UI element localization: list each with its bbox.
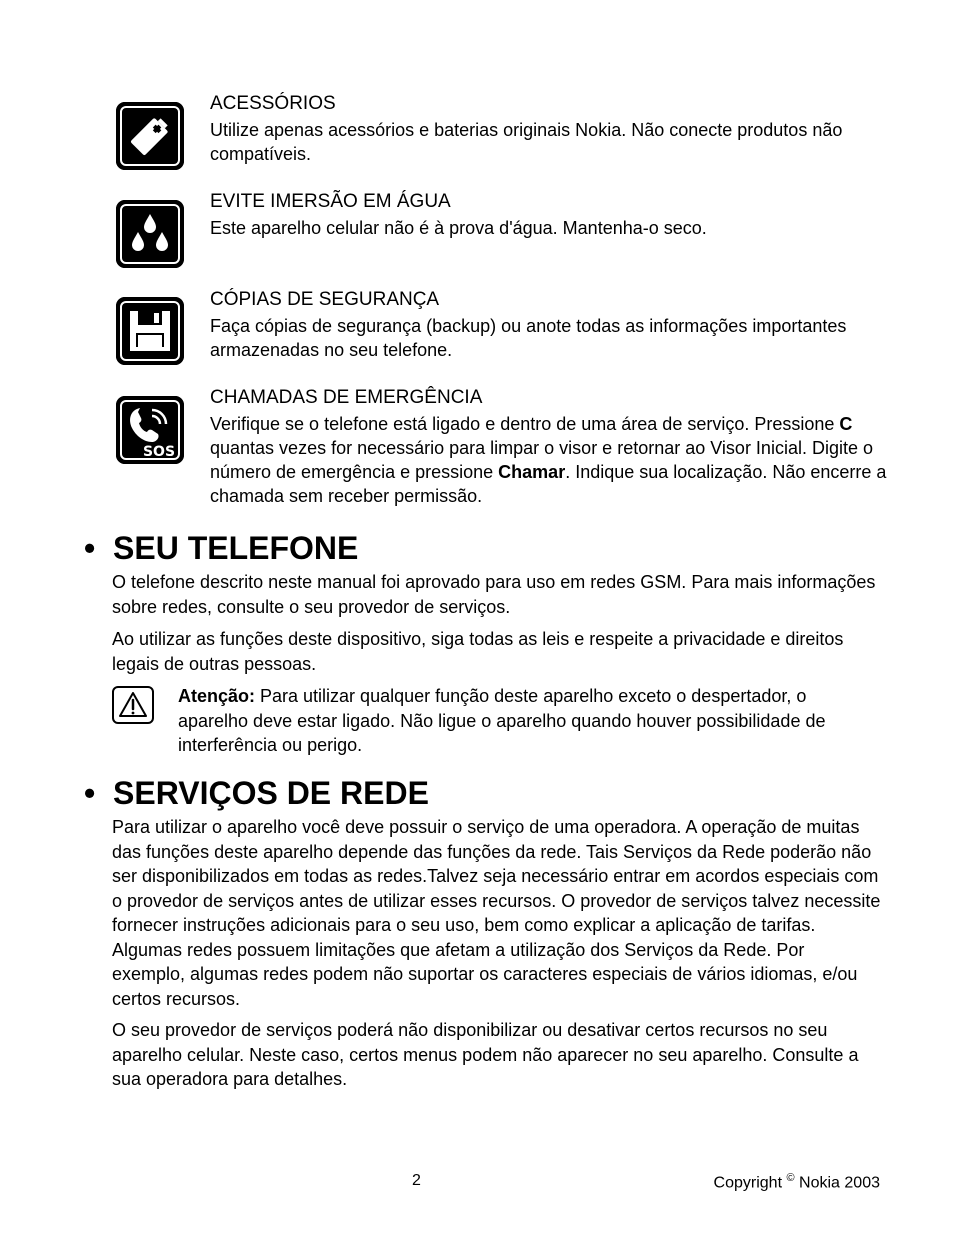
item-title: CÓPIAS DE SEGURANÇA xyxy=(210,289,440,310)
copyright-word: Copyright xyxy=(713,1174,783,1192)
paragraph: Ao utilizar as funções deste dispositivo, siga todas as leis e respeite a privacidade e direitos legais de outras pessoas. xyxy=(112,629,844,674)
water-drops-icon xyxy=(116,200,184,268)
body-text: quantas vezes for necessário para limpar o visor e retornar ao Visor Inicial. Digite o número de emergência e pressione xyxy=(210,438,873,482)
key-call: Chamar xyxy=(498,462,566,482)
warning-icon xyxy=(112,686,154,724)
paragraph: O seu provedor de serviços poderá não disponibilizar ou desativar certos recursos no seu aparelho celular. Neste caso, certos menus podem não aparecer no seu aparelho. Consulte a sua operadora para detalhes. xyxy=(112,1020,859,1089)
item-title: EVITE IMERSÃO EM ÁGUA xyxy=(210,191,451,212)
section-heading-phone xyxy=(84,530,358,566)
copyright-rest: Nokia 2003 xyxy=(799,1174,880,1192)
warning-body: Para utilizar qualquer função deste aparelho exceto o despertador, o aparelho deve estar ligado. Não ligue o aparelho quando houver possibilidade de interferência ou perigo. xyxy=(178,686,826,755)
section-heading-network xyxy=(84,775,429,811)
floppy-disk-icon xyxy=(116,297,184,365)
item-title: CHAMADAS DE EMERGÊNCIA xyxy=(210,387,483,408)
paragraph: Para utilizar o aparelho você deve possuir o serviço de uma operadora. A operação de muitas das funções deste aparelho depende das funções da rede. Tais Serviços da Rede poderão não ser disponibilizados em todas as redes.Talvez seja necessário entrar em acordos especiais com o provedor de serviços antes de utilizar esses recursos. O provedor de serviços talvez necessite fornecer instruções adicionais para o seu uso, bem como explicar a aplicação de tarifas. Algumas redes possuem limitações que afetam a utilização dos Serviços da Rede. Por exemplo, algumas redes podem não suportar os caracteres especiais de vários idiomas, e/ou certos recursos. xyxy=(112,817,881,1009)
item-body xyxy=(210,412,890,508)
item-body: Faça cópias de segurança (backup) ou anote todas as informações importantes armazenadas no seu telefone. xyxy=(210,316,847,360)
warning-text xyxy=(178,684,878,758)
phone-sos-icon xyxy=(116,396,184,464)
item-title: ACESSÓRIOS xyxy=(210,93,336,114)
copyright xyxy=(714,1172,880,1192)
item-body: Este aparelho celular não é à prova d'água. Mantenha-o seco. xyxy=(210,218,707,238)
copyright-symbol: © xyxy=(786,1172,795,1184)
warning-label: Atenção: xyxy=(178,686,256,706)
bullet: • xyxy=(84,775,96,811)
sos-label: SOS xyxy=(142,444,176,460)
bullet: • xyxy=(84,530,96,566)
body-text: . Indique sua localização. Não encerre a chamada sem receber permissão. xyxy=(210,462,887,506)
key-c: C xyxy=(839,414,853,434)
paragraph: O telefone descrito neste manual foi aprovado para uso em redes GSM. Para mais informações sobre redes, consulte o seu provedor de serviços. xyxy=(112,572,876,617)
heading-text: SERVIÇOS DE REDE xyxy=(113,775,429,811)
item-body: Utilize apenas acessórios e baterias originais Nokia. Não conecte produtos não compatíveis. xyxy=(210,120,843,164)
body-text: Verifique se o telefone está ligado e dentro de uma área de serviço. Pressione xyxy=(210,414,840,434)
heading-text: SEU TELEFONE xyxy=(113,530,359,566)
battery-plus-icon xyxy=(116,102,184,170)
page-number: 2 xyxy=(412,1172,421,1189)
